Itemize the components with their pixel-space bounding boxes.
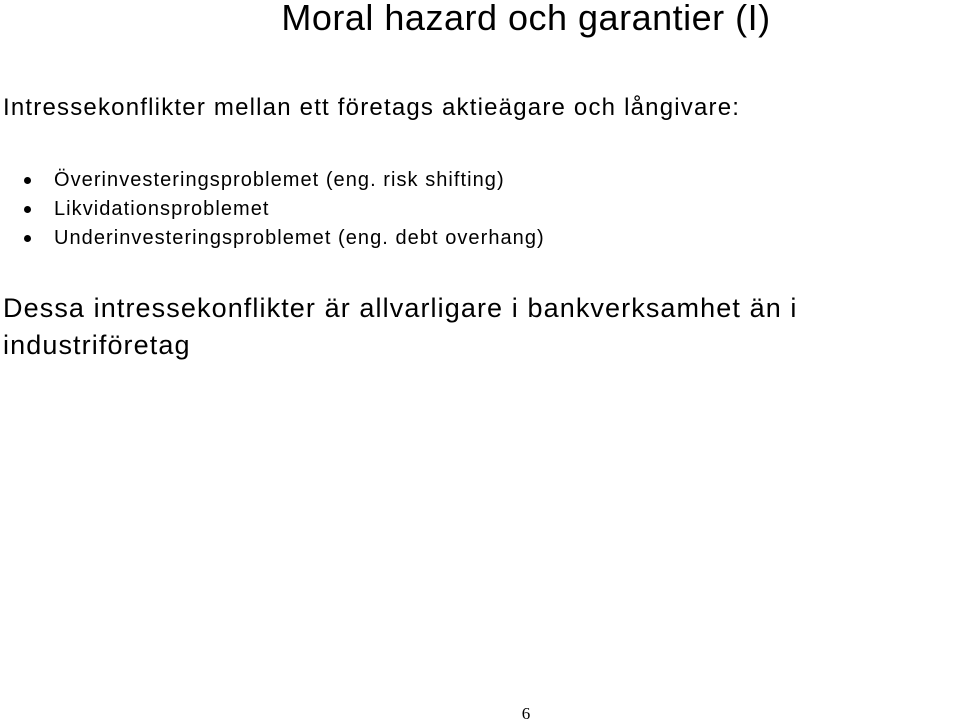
bullet-dot-icon [24, 177, 31, 184]
page-number: 6 [521, 704, 531, 723]
bullet-text: Likvidationsproblemet [54, 198, 270, 220]
slide-title: Moral hazard och garantier (I) [281, 0, 771, 38]
bullet-dot-icon [24, 206, 31, 213]
bullet-text: Underinvesteringsproblemet (eng. debt overhang) [54, 227, 545, 249]
bullet-dot-icon [24, 235, 31, 242]
conclusion-text: Dessa intressekonflikter är allvarligare i bankverksamhet än i industriföretag [3, 293, 798, 360]
bullet-item-overinvestment [24, 166, 545, 195]
bullet-item-liquidation [24, 195, 545, 224]
bullet-item-underinvestment [24, 224, 545, 253]
bullet-text: Överinvesteringsproblemet (eng. risk shifting) [54, 169, 505, 191]
bullet-list [24, 166, 545, 253]
intro-text: Intressekonflikter mellan ett företags aktieägare och långivare: [3, 94, 741, 121]
